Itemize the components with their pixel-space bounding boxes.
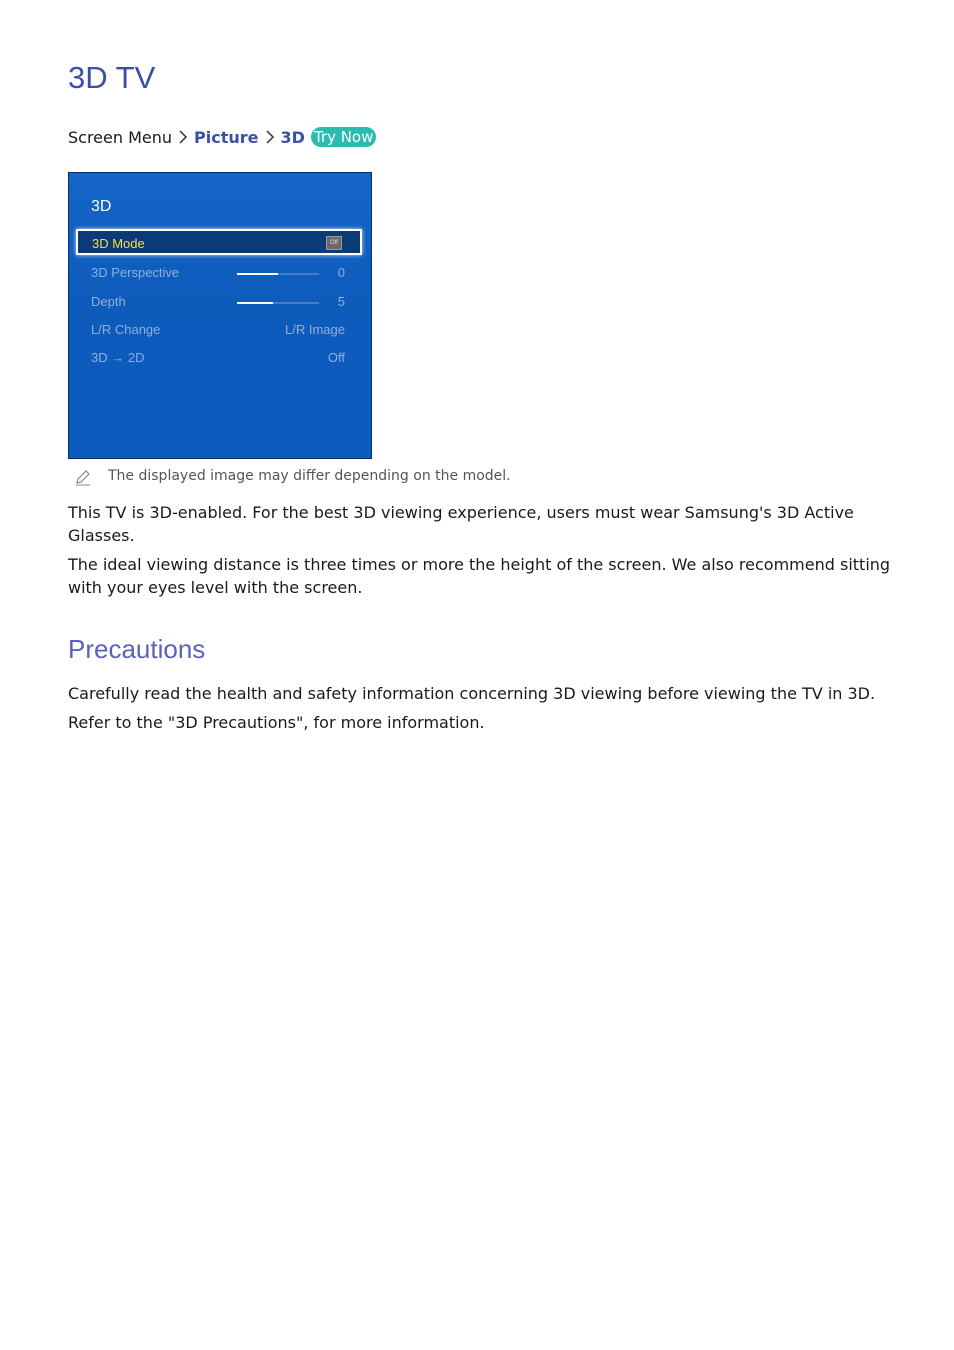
menu-item-3d-to-2d (91, 350, 345, 368)
menu-item-label: 3D Perspective (91, 265, 180, 280)
chevron-right-icon (176, 129, 190, 145)
menu-item-value: Off (327, 350, 345, 365)
menu-item-value: 5 (337, 294, 345, 309)
menu-item-label: 3D Mode (92, 236, 145, 251)
toggle-switch: Off (326, 236, 342, 250)
tv-menu-screenshot (68, 172, 372, 459)
precautions-paragraph-1: Carefully read the health and safety information concerning 3D viewing before viewing the TV in 3D. (68, 684, 876, 703)
intro-paragraph-2: The ideal viewing distance is three times or more the height of the screen. We also recommend sitting with your eyes level with the screen. (68, 555, 891, 597)
menu-item-depth (91, 294, 345, 312)
precautions-paragraph-2: Refer to the "3D Precautions", for more information. (68, 713, 485, 732)
section-title-precautions: Precautions (68, 634, 206, 664)
breadcrumb (68, 127, 376, 147)
menu-item-label: L/R Change (91, 322, 161, 337)
pencil-icon (74, 468, 92, 486)
menu-item-value: 0 (337, 265, 345, 280)
depth-slider (237, 302, 319, 304)
breadcrumb-root: Screen Menu (68, 127, 173, 147)
chevron-right-icon (263, 129, 277, 145)
try-now-button[interactable]: Try Now (311, 127, 376, 147)
menu-item-value: L/R Image (285, 322, 345, 337)
note-text: The displayed image may differ depending on the model. (108, 468, 511, 484)
menu-title: 3D (91, 198, 112, 215)
menu-item-label: 3D → 2D (91, 350, 145, 365)
perspective-slider (237, 273, 319, 275)
image-note (74, 468, 511, 486)
breadcrumb-link-3d[interactable]: 3D (280, 127, 305, 147)
page-title: 3D TV (68, 60, 156, 95)
breadcrumb-link-picture[interactable]: Picture (194, 127, 259, 147)
menu-item-lr-change (91, 322, 345, 340)
menu-item-label: Depth (91, 294, 126, 309)
menu-item-3d-mode (76, 229, 362, 255)
menu-item-3d-perspective (91, 265, 345, 283)
intro-paragraph-1: This TV is 3D-enabled. For the best 3D viewing experience, users must wear Samsung's 3D Active Glasses. (68, 503, 854, 545)
